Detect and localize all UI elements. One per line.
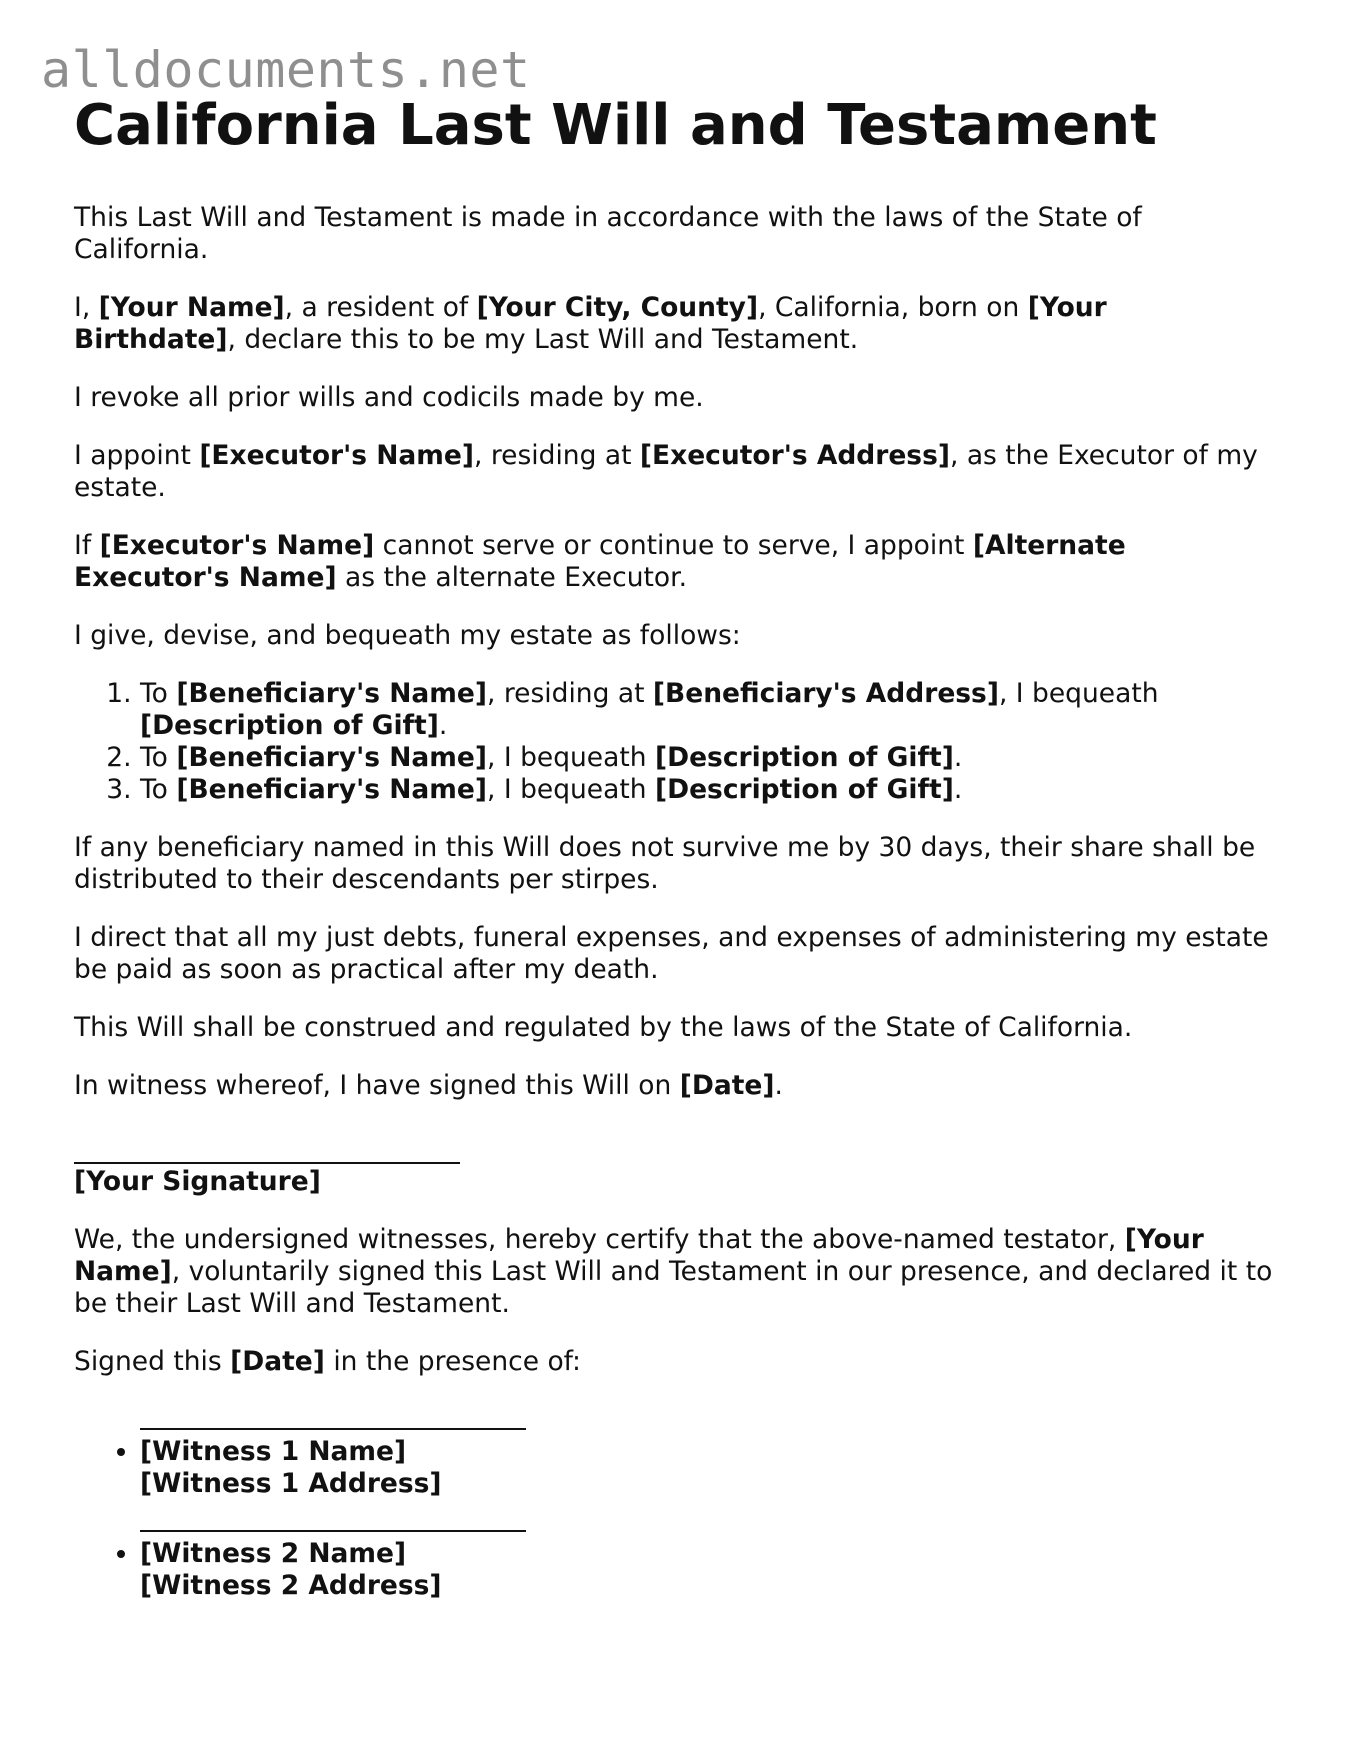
gift-placeholder: [Description of Gift] xyxy=(654,742,954,773)
gift-placeholder: [Description of Gift] xyxy=(140,710,439,741)
signature-line[interactable] xyxy=(74,1146,460,1164)
signature-label: [Your Signature] xyxy=(74,1166,321,1197)
executor-paragraph: I appoint [Executor's Name], residing at [Executor's Address], as the Executor of my estate. xyxy=(74,440,1258,503)
witness-signature-line[interactable] xyxy=(140,1404,526,1430)
debts-paragraph: I direct that all my just debts, funeral expenses, and expenses of administering my estate be paid as soon as practical after my death. xyxy=(74,922,1269,985)
gift-placeholder: [Description of Gift] xyxy=(654,774,954,805)
beneficiary-name-placeholder: [Beneficiary's Name] xyxy=(176,774,487,805)
beneficiary-address-placeholder: [Beneficiary's Address] xyxy=(652,678,999,709)
birthdate-placeholder: [Your Birthdate] xyxy=(74,292,1107,355)
declaration-paragraph: I, [Your Name], a resident of [Your City, County], California, born on [Your Birthdate], declare this to be my Last Will and Testament. xyxy=(74,292,1107,355)
list-item: 1. To [Beneficiary's Name], residing at [Beneficiary's Address], I bequeath [Description of Gift]. xyxy=(140,678,1274,742)
document-body xyxy=(74,92,1274,1608)
list-item: 3. To [Beneficiary's Name], I bequeath [Description of Gift]. xyxy=(140,774,1274,806)
witness-signature-line[interactable] xyxy=(140,1506,526,1532)
date-placeholder: [Date] xyxy=(679,1070,775,1101)
document-title: California Last Will and Testament xyxy=(74,93,1157,158)
signed-this-paragraph: Signed this [Date] in the presence of: xyxy=(74,1346,581,1377)
testator-signature-block xyxy=(74,1146,1274,1198)
witness-address-placeholder: [Witness 2 Address] xyxy=(140,1570,442,1601)
survival-paragraph: If any beneficiary named in this Will does not survive me by 30 days, their share shall be distributed to their descendants per stirpes. xyxy=(74,832,1256,895)
beneficiary-name-placeholder: [Beneficiary's Name] xyxy=(176,742,487,773)
executor-name-placeholder: [Executor's Name] xyxy=(199,440,474,471)
your-name-placeholder: [Your Name] xyxy=(74,1224,1204,1287)
site-watermark: alldocuments.net xyxy=(41,41,531,99)
city-county-placeholder: [Your City, County] xyxy=(476,292,759,323)
bequest-intro: I give, devise, and bequeath my estate as follows: xyxy=(74,620,741,651)
list-item xyxy=(140,1506,1274,1602)
governing-law-paragraph: This Will shall be construed and regulated by the laws of the State of California. xyxy=(74,1012,1133,1043)
beneficiary-name-placeholder: [Beneficiary's Name] xyxy=(176,678,487,709)
witness-list xyxy=(74,1404,1274,1602)
alternate-executor-paragraph: If [Executor's Name] cannot serve or continue to serve, I appoint [Alternate Executor's Name] as the alternate Executor. xyxy=(74,530,1126,593)
revoke-paragraph: I revoke all prior wills and codicils made by me. xyxy=(74,382,704,413)
executor-address-placeholder: [Executor's Address] xyxy=(639,440,950,471)
bequest-list xyxy=(74,678,1274,806)
witness-whereof-paragraph: In witness whereof, I have signed this Will on [Date]. xyxy=(74,1070,783,1101)
date-placeholder: [Date] xyxy=(230,1346,325,1377)
executor-name-placeholder: [Executor's Name] xyxy=(99,530,375,561)
your-name-placeholder: [Your Name] xyxy=(98,292,285,323)
alternate-executor-placeholder: [Alternate Executor's Name] xyxy=(74,530,1126,593)
list-item: 2. To [Beneficiary's Name], I bequeath [Description of Gift]. xyxy=(140,742,1274,774)
witness-name-placeholder: [Witness 1 Name] xyxy=(140,1436,407,1467)
intro-paragraph: This Last Will and Testament is made in accordance with the laws of the State of California. xyxy=(74,202,1142,265)
witness-name-placeholder: [Witness 2 Name] xyxy=(140,1538,407,1569)
witness-address-placeholder: [Witness 1 Address] xyxy=(140,1468,442,1499)
certification-paragraph: We, the undersigned witnesses, hereby certify that the above-named testator, [Your Name], voluntarily signed this Last Will and Testament in our presence, and declared it to be their Last Will and Testament. xyxy=(74,1224,1273,1319)
list-item xyxy=(140,1404,1274,1500)
